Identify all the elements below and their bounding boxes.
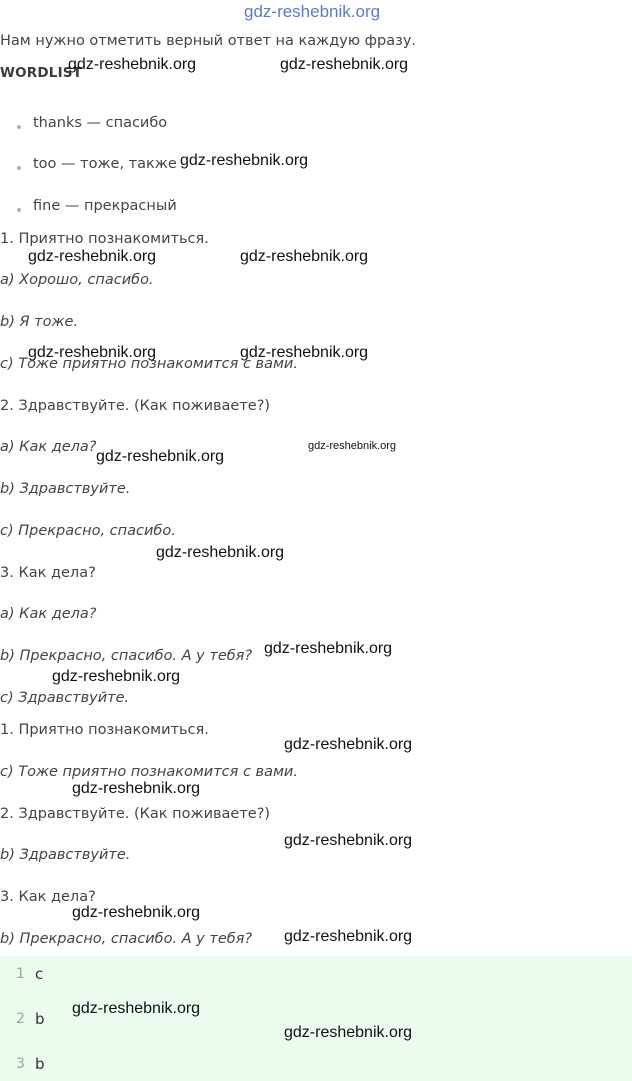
solution-answer: c) Тоже приятно познакомится с вами. — [0, 764, 298, 780]
question-option: b) Здравствуйте. — [0, 481, 131, 497]
question-title: 1. Приятно познакомиться. — [0, 231, 209, 247]
question-option: a) Как дела? — [0, 439, 97, 455]
solution-answer: b) Прекрасно, спасибо. А у тебя? — [0, 931, 253, 947]
solution-title: 3. Как дела? — [0, 889, 96, 905]
question-option: a) Как дела? — [0, 606, 97, 622]
watermark: gdz-reshebnik.org — [72, 1000, 201, 1017]
wordlist-item: thanks — спасибо — [33, 115, 168, 131]
wordlist-item: too — тоже, также — [33, 156, 177, 172]
watermark: gdz-reshebnik.org — [68, 56, 197, 73]
watermark: gdz-reshebnik.org — [72, 904, 201, 921]
bullet-icon — [17, 166, 21, 170]
question-option: b) Прекрасно, спасибо. А у тебя? — [0, 648, 253, 664]
watermark: gdz-reshebnik.org — [284, 832, 413, 849]
watermark: gdz-reshebnik.org — [284, 1024, 413, 1041]
watermark: gdz-reshebnik.org — [240, 344, 369, 361]
bullet-icon — [17, 125, 21, 129]
answer-value: c — [35, 965, 44, 983]
watermark: gdz-reshebnik.org — [284, 736, 413, 753]
question-option: c) Тоже приятно познакомится с вами. — [0, 356, 298, 372]
question-option: c) Прекрасно, спасибо. — [0, 523, 176, 539]
question-title: 2. Здравствуйте. (Как поживаете?) — [0, 398, 271, 414]
watermark: gdz-reshebnik.org — [280, 56, 409, 73]
answer-number: 3 — [16, 1056, 25, 1072]
watermark: gdz-reshebnik.org — [240, 248, 369, 265]
question-option: a) Хорошо, спасибо. — [0, 272, 154, 288]
answers-panel — [0, 956, 632, 1081]
answer-number: 2 — [16, 1011, 25, 1027]
wordlist-title: WORDLIST — [0, 65, 83, 81]
watermark: gdz-reshebnik.org — [28, 248, 157, 265]
solution-answer: b) Здравствуйте. — [0, 847, 131, 863]
watermark: gdz-reshebnik.org — [156, 544, 285, 561]
question-title: 3. Как дела? — [0, 565, 96, 581]
answer-value: b — [35, 1010, 45, 1028]
watermark: gdz-reshebnik.org — [52, 668, 181, 685]
bullet-icon — [17, 208, 21, 212]
header-watermark: gdz-reshebnik.org — [244, 2, 381, 21]
question-option: c) Здравствуйте. — [0, 690, 130, 706]
watermark: gdz-reshebnik.org — [264, 640, 393, 657]
wordlist-item: fine — прекрасный — [33, 198, 177, 214]
answer-value: b — [35, 1055, 45, 1073]
solution-title: 1. Приятно познакомиться. — [0, 722, 209, 738]
solution-title: 2. Здравствуйте. (Как поживаете?) — [0, 806, 271, 822]
watermark: gdz-reshebnik.org — [284, 928, 413, 945]
answer-number: 1 — [16, 966, 25, 982]
watermark: gdz-reshebnik.org — [308, 440, 397, 452]
watermark: gdz-reshebnik.org — [28, 344, 157, 361]
intro-text: Нам нужно отметить верный ответ на каждую фразу. — [0, 33, 417, 49]
watermark: gdz-reshebnik.org — [96, 448, 225, 465]
question-option: b) Я тоже. — [0, 314, 79, 330]
watermark: gdz-reshebnik.org — [180, 152, 309, 169]
watermark: gdz-reshebnik.org — [72, 780, 201, 797]
